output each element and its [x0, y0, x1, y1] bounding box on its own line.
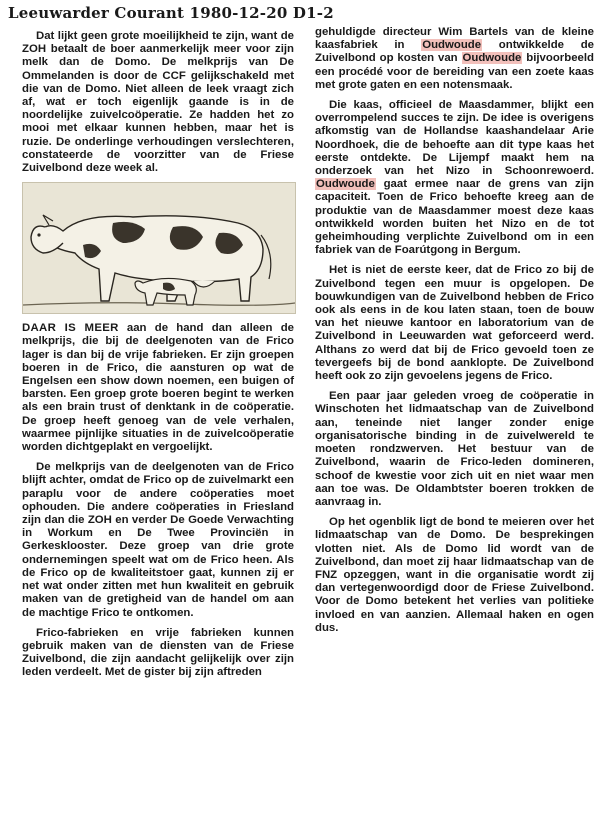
paragraph-text: gehuldigde directeur Wim Bartels van de kleine kaasfabriek in [315, 26, 594, 52]
paragraph-lead-caps: DAAR IS MEER [22, 322, 119, 335]
paragraph: Dat lijkt geen grote moeilijkheid te zijn, want de ZOH betaalt de boer aanmerkelijk meer voor zijn melk dan de Domo. De melkprijs van De Ommelanden is door de CCF gelijkschakeld met die van de Domo. Niet alleen de leek vraagt zich af, wat er toch eigenlijk gaande is in de noordelijke zuivelcoöperatie. Ze hadden het zo mooi met elkaar kunnen hebben, maar het is ruzie. De onderlinge verhoudingen verslechteren, constateerde de voorzitter van de Friese Zuivelbond deze week al. [22, 30, 294, 175]
paragraph [315, 99, 594, 257]
cow-sketch-icon [23, 183, 295, 313]
paragraph-text: aan de hand dan alleen de melkprijs, die bij de deelgenoten van de Frico lager is dan bij de vrije fabrieken. Er zijn groepen boeren in de Frico, die aansturen op wat de Engelsen een show down noemen, een buigen of barsten. Een groep grote boeren begint te werken als een brain trust of denktank in de coöperatie. De groep heeft genoeg van de vele verhalen, waarmee pijnlijke situaties in de zuivelcoöperatie worden dichtgeplakt en vergoelijkt. [22, 322, 294, 454]
paragraph-text: Die kaas, officieel de Maasdammer, blijkt een overrompelend succes te zijn. De idee is overigens afkomstig van de Hollandse kaashandelaar Arie Noordhoek, die de behoefte aan dit type kaas het eerste ontdekte. De Lijempf maakt hem na onderzoek van het Nizo in Schoonrewoerd. [315, 99, 594, 178]
cow-illustration [22, 182, 296, 314]
paragraph-text: ontwikkelde de Zuivelbond op kosten van [315, 39, 594, 65]
paragraph: De melkprijs van de deelgenoten van de Frico blijft achter, omdat de Frico op de zuivelmarkt een paraplu voor de andere coöperaties moet ophouden. Die andere coöperaties in Friesland zijn dan die ZOH en verder De Goede Verwachting in Workum en De Twee Provinciën in Gerkesklooster. Deze groep van drie grote ondernemingen speelt wat om de Frico heen. Als de Frico op de kwaliteitstoer gaat, kunnen zij er net wat onder zitten met hun kwaliteit en gebruik maken van de gretigheid van de handel om aan de machtige Frico te ontkomen. [22, 461, 294, 619]
paragraph [22, 322, 294, 454]
paragraph: Het is niet de eerste keer, dat de Frico zo bij de Zuivelbond tegen een muur is opgelopen. De bouwkundigen van de Zuivelbond hebben de Frico ook als eens in de kou laten staan, toen de bouw van het nieuwe kantoor en laboratorium van de Zuivelbond in Leeuwarden wat geforceerd werd. Althans zo werd dat bij de Frico gevoeld toen ze tevergeefs bij de bond aanklopte. De Zuivelbond heeft ook zo zijn gevoelens jegens de Frico. [315, 264, 594, 383]
paragraph: Frico-fabrieken en vrije fabrieken kunnen gebruik maken van de diensten van de Friese Zuivelbond, die zijn aandacht gelijkelijk over zijn leden verdeelt. Met de gister bij zijn aftreden [22, 626, 294, 679]
newspaper-source-header: Leeuwarder Courant 1980-12-20 D1-2 [8, 4, 334, 22]
paragraph-text: gaat ermee naar de grens van zijn capaciteit. Toen de Frico behoefte kreeg aan de produktie van de Maasdammer moest deze kaas ontwikkeld worden buiten het Nizo en de tot geheimhouding verplichte Zuivelbond om in een fabriek van de Foarútgong in Bergum. [315, 178, 594, 257]
highlighted-term: Oudwoude [422, 39, 482, 52]
paragraph: Een paar jaar geleden vroeg de coöperatie in Winschoten het lidmaatschap van de Zuivelbond aan, teneinde niet langer zonder enige organisatorische binding in de zuivelwereld te moeten rondzwerven. Het bestuur van de Zuivelbond, waarin de Frico-leden domineren, schoof de kwestie voor zich uit en niet waar men aan toe was. De Oldambtster boeren trokken de aanvraag in. [315, 390, 594, 508]
highlighted-term: Oudwoude [462, 52, 522, 65]
paragraph: Op het ogenblik ligt de bond te meieren over het lidmaatschap van de Domo. De besprekingen vlotten niet. Als de Domo lid wordt van de Zuivelbond, dan moet zij haar lidmaatschap van de FNZ opzeggen, want in die organisatie wordt zij dan vertegenwoordigd door de Friese Zuivelbond. Voor de Domo betekent het verlies van politieke invloed en van aanzien. Allemaal haken en ogen dus. [315, 516, 594, 634]
article-column-left [22, 30, 294, 687]
paragraph [315, 26, 594, 92]
highlighted-term: Oudwoude [316, 178, 375, 191]
paragraph-text: bijvoorbeeld een procédé voor de bereiding van een zoete kaas met grote gaten en een notensmaak. [315, 52, 594, 91]
article-column-right [315, 26, 594, 642]
